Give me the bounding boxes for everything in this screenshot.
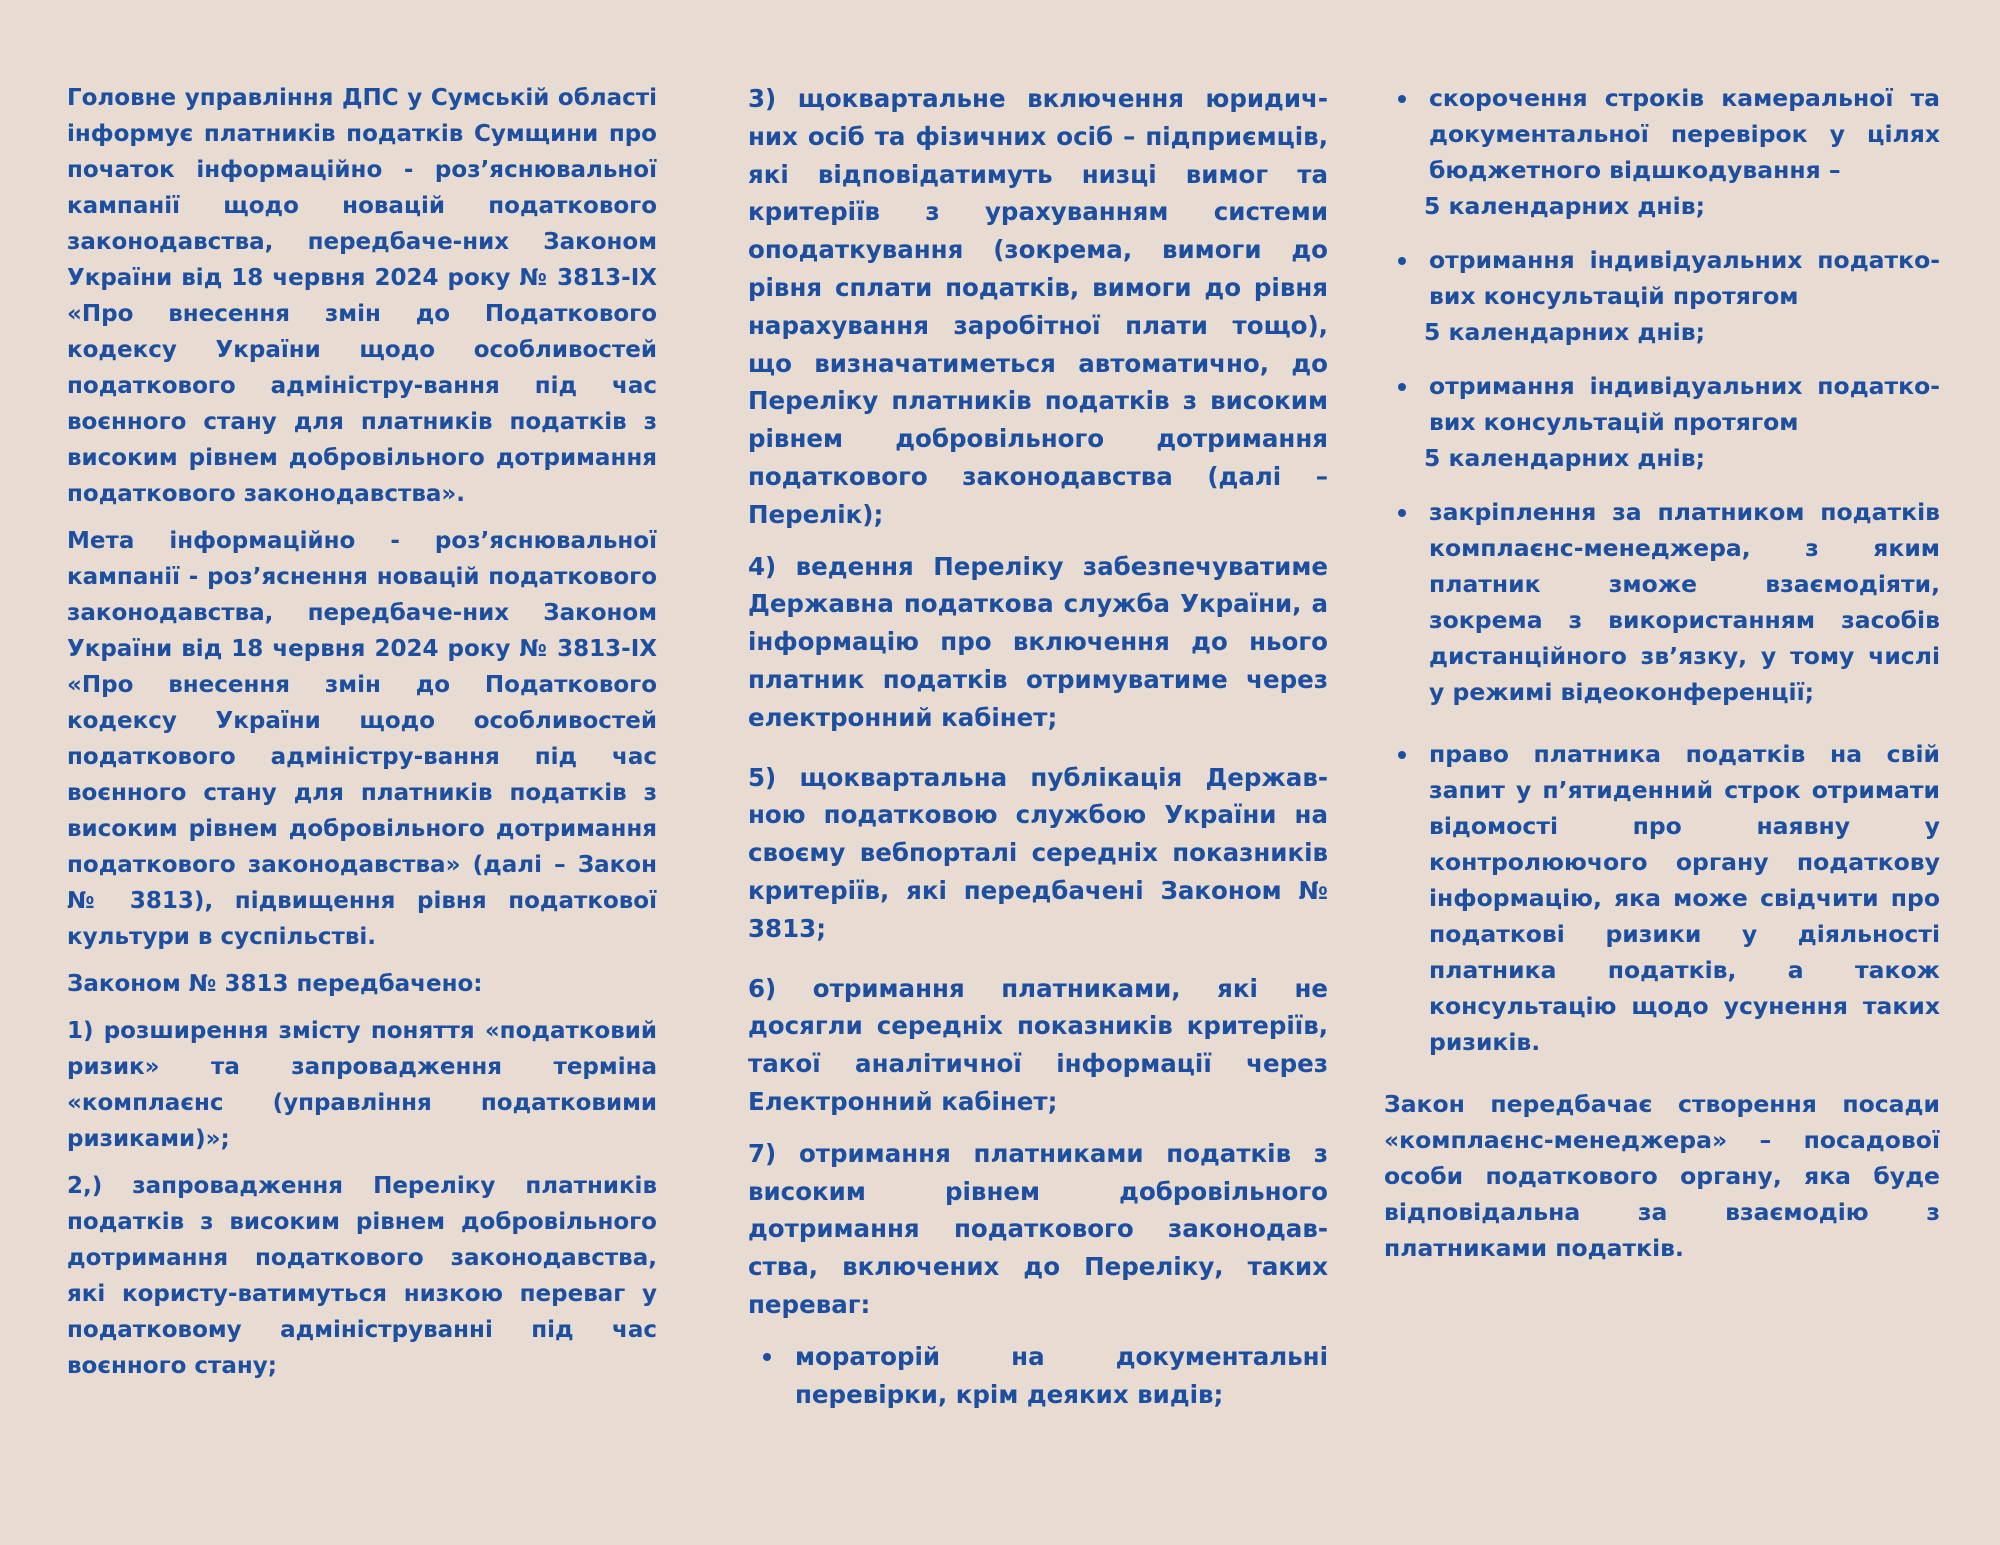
provision-5: 5) щоквартальна публікація Держав-ною податковою службою України на своєму вебпорталі середніх показників критеріїв, які передбачені Законом № 3813; xyxy=(748,762,1328,943)
bullet-icon xyxy=(1398,751,1406,759)
bullet-icon xyxy=(1398,383,1406,391)
provision-1: 1) розширення змісту поняття «податковий ризик» та запровадження терміна «комплаєнс (управління податковими ризиками)»; xyxy=(67,1018,657,1152)
list-item-text: отримання індивідуальних податко-вих консультацій протягом xyxy=(1429,246,1940,310)
bullet-icon xyxy=(763,1353,771,1361)
benefits-list xyxy=(748,1338,1328,1414)
list-item xyxy=(1424,368,1940,476)
law-provides-heading: Законом № 3813 передбачено: xyxy=(67,971,483,997)
bullet-icon xyxy=(1398,509,1406,517)
provision-2: 2,) запровадження Переліку платників податків з високим рівнем добровільного дотримання податкового законодавства, які користу-ватимуться низкою переваг у податковому адмініструванні під час воєнного стану; xyxy=(67,1173,657,1379)
provision-7: 7) отримання платниками податків з високим рівнем добровільного дотримання податкового законодав-ства, включених до Переліку, таких переваг: xyxy=(748,1138,1328,1319)
list-item-text: скорочення строків камеральної та документальної перевірок у цілях бюджетного відшкодування – xyxy=(1429,84,1940,184)
benefits-list-continued xyxy=(1384,80,1940,1060)
bullet-icon xyxy=(1398,95,1406,103)
list-item-text: мораторій на документальні перевірки, крім деяких видів; xyxy=(795,1341,1328,1409)
list-item xyxy=(1424,80,1940,224)
list-item xyxy=(1424,242,1940,350)
provision-6: 6) отримання платниками, які не досягли середніх показників критеріїв, такої аналітичної інформації через Електронний кабінет; xyxy=(748,973,1328,1116)
provision-4: 4) ведення Переліку забезпечуватиме Державна податкова служба України, а інформацію про включення до нього платник податків отримуватиме через електронний кабінет; xyxy=(748,551,1328,732)
list-item-text: отримання індивідуальних податко-вих консультацій протягом xyxy=(1429,372,1940,436)
list-item-tail: 5 календарних днів; xyxy=(1424,192,1705,220)
list-item xyxy=(1429,736,1940,1060)
middle-column xyxy=(748,80,1328,1413)
campaign-goal-paragraph: Мета інформаційно - роз’яснювальної кампанії - роз’яснення новацій податкового законодавства, передбаче-них Законом України від 18 червня 2024 року № 3813-IX «Про внесення змін до Податкового кодексу України щодо особливостей податкового адміністру-вання під час воєнного стану для платників податків з високим рівнем добровільного дотримання податкового законодавства» (далі – Закон № 3813), підвищення рівня податкової культури в суспільстві. xyxy=(67,528,657,950)
bullet-icon xyxy=(1398,257,1406,265)
list-item xyxy=(1429,494,1940,710)
intro-paragraph: Головне управління ДПС у Сумській області інформує платників податків Сумщини про початок інформаційно - роз’яснювальної кампанії щодо новацій податкового законодавства, передбаче-них Законом України від 18 червня 2024 року № 3813-IX «Про внесення змін до Податкового кодексу України щодо особливостей податкового адміністру-вання під час воєнного стану для платників податків з високим рівнем добровільного дотримання податкового законодавства». xyxy=(67,85,657,507)
list-item-text: право платника податків на свій запит у п’ятиденний строк отримати відомості про наявну у контролюючого органу податкову інформацію, яка може свідчити про податкові ризики у діяльності платника податків, а також консультацію щодо усунення таких ризиків. xyxy=(1429,740,1940,1056)
list-item-text: закріплення за платником податків комплаєнс-менеджера, з яким платник зможе взаємодіяти, зокрема з використанням засобів дистанційного зв’язку, у тому числі у режимі відеоконференції; xyxy=(1429,498,1940,706)
provision-3: 3) щоквартальне включення юридич-них осіб та фізичних осіб – підприємців, які відповідатимуть низці вимог та критеріїв з урахуванням системи оподаткування (зокрема, вимоги до рівня сплати податків, вимоги до рівня нарахування заробітної плати тощо), що визначатиметься автоматично, до Переліку платників податків з високим рівнем добровільного дотримання податкового законодавства (далі – Перелік); xyxy=(748,84,1328,529)
closing-paragraph: Закон передбачає створення посади «комплаєнс-менеджера» – посадової особи податкового органу, яка буде відповідальна за взаємодію з платниками податків. xyxy=(1384,1090,1940,1262)
left-column xyxy=(67,80,657,1395)
list-item-tail: 5 календарних днів; xyxy=(1424,444,1705,472)
list-item-tail: 5 календарних днів; xyxy=(1424,318,1705,346)
right-column xyxy=(1384,80,1940,1266)
list-item xyxy=(795,1338,1328,1414)
